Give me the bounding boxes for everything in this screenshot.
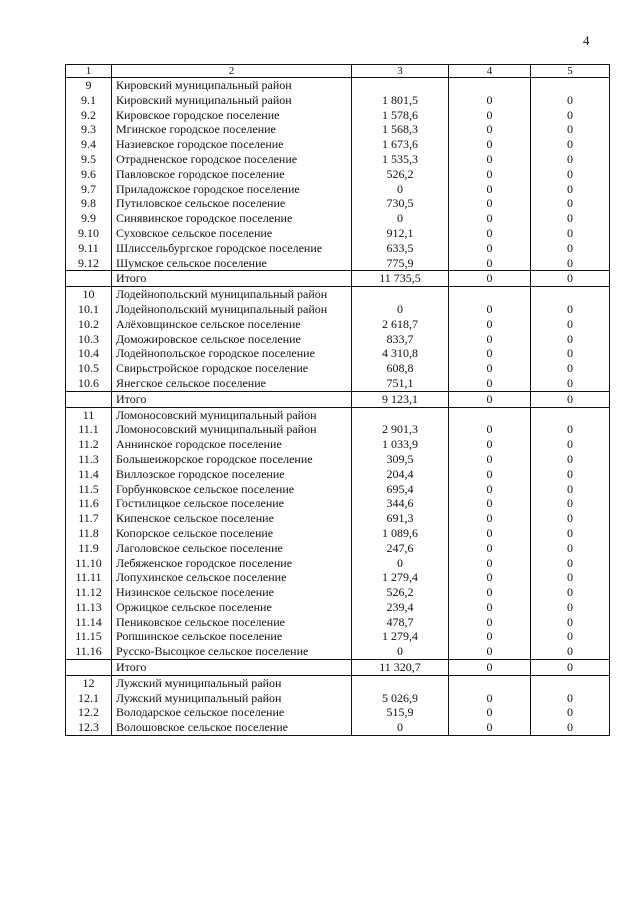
table-row — [66, 256, 610, 271]
row-name: Лаголовское сельское поселение — [112, 541, 352, 556]
row-name: Горбунковское сельское поселение — [112, 482, 352, 497]
row-number: 10.5 — [66, 361, 112, 376]
row-number: 10.3 — [66, 332, 112, 347]
row-number: 9.2 — [66, 108, 112, 123]
value-col4: 0 — [449, 615, 531, 630]
table-row — [66, 482, 610, 497]
table-row — [66, 376, 610, 391]
value-col3: 526,2 — [352, 167, 449, 182]
table-row — [66, 167, 610, 182]
value-col5: 0 — [531, 452, 610, 467]
total-row — [66, 660, 610, 676]
row-name: Аннинское городское поселение — [112, 437, 352, 452]
value-col3: 11 735,5 — [352, 271, 449, 287]
value-col5: 0 — [531, 122, 610, 137]
table-row — [66, 705, 610, 720]
value-col4: 0 — [449, 137, 531, 152]
row-number: 10.2 — [66, 317, 112, 332]
row-number: 12.2 — [66, 705, 112, 720]
value-col4: 0 — [449, 256, 531, 271]
value-col5: 0 — [531, 376, 610, 391]
row-name: Кипенское сельское поселение — [112, 511, 352, 526]
value-col4: 0 — [449, 167, 531, 182]
value-col5: 0 — [531, 615, 610, 630]
value-col3 — [352, 407, 449, 422]
row-name: Павловское городское поселение — [112, 167, 352, 182]
row-number: 11.7 — [66, 511, 112, 526]
value-col5: 0 — [531, 526, 610, 541]
value-col5: 0 — [531, 496, 610, 511]
row-name: Кировский муниципальный район — [112, 93, 352, 108]
value-col5: 0 — [531, 720, 610, 735]
value-col4: 0 — [449, 720, 531, 735]
value-col5 — [531, 675, 610, 690]
value-col5: 0 — [531, 391, 610, 407]
row-name: Оржицкое сельское поселение — [112, 600, 352, 615]
value-col4: 0 — [449, 122, 531, 137]
column-header: 3 — [352, 65, 449, 78]
table-row — [66, 226, 610, 241]
value-col4: 0 — [449, 241, 531, 256]
row-name: Суховское сельское поселение — [112, 226, 352, 241]
row-number: 11.2 — [66, 437, 112, 452]
value-col5: 0 — [531, 302, 610, 317]
value-col4: 0 — [449, 467, 531, 482]
row-number: 10.6 — [66, 376, 112, 391]
value-col4: 0 — [449, 346, 531, 361]
value-col3: 1 279,4 — [352, 629, 449, 644]
value-col5: 0 — [531, 241, 610, 256]
value-col4: 0 — [449, 361, 531, 376]
row-name: Итого — [112, 391, 352, 407]
row-number: 9.9 — [66, 211, 112, 226]
value-col5: 0 — [531, 556, 610, 571]
value-col5: 0 — [531, 226, 610, 241]
value-col5: 0 — [531, 346, 610, 361]
table-row — [66, 629, 610, 644]
table-row — [66, 361, 610, 376]
row-number: 10 — [66, 287, 112, 302]
value-col4: 0 — [449, 211, 531, 226]
value-col5: 0 — [531, 467, 610, 482]
value-col4: 0 — [449, 376, 531, 391]
row-number: 11.16 — [66, 644, 112, 659]
value-col4: 0 — [449, 570, 531, 585]
row-name: Лопухинское сельское поселение — [112, 570, 352, 585]
section-row — [66, 78, 610, 93]
value-col5: 0 — [531, 332, 610, 347]
row-number: 11 — [66, 407, 112, 422]
value-col4: 0 — [449, 271, 531, 287]
table-row — [66, 570, 610, 585]
table-row — [66, 600, 610, 615]
value-col4: 0 — [449, 302, 531, 317]
value-col3: 2 901,3 — [352, 422, 449, 437]
value-col3: 0 — [352, 556, 449, 571]
value-col5: 0 — [531, 660, 610, 676]
table-row — [66, 196, 610, 211]
table-row — [66, 241, 610, 256]
value-col3: 695,4 — [352, 482, 449, 497]
value-col3: 775,9 — [352, 256, 449, 271]
row-name: Лужский муниципальный район — [112, 691, 352, 706]
value-col3: 1 578,6 — [352, 108, 449, 123]
table-row — [66, 346, 610, 361]
row-name: Копорское сельское поселение — [112, 526, 352, 541]
table-row — [66, 137, 610, 152]
row-number: 11.5 — [66, 482, 112, 497]
section-row — [66, 287, 610, 302]
value-col4 — [449, 78, 531, 93]
row-name: Доможировское сельское поселение — [112, 332, 352, 347]
value-col3: 478,7 — [352, 615, 449, 630]
value-col5: 0 — [531, 482, 610, 497]
row-number: 11.3 — [66, 452, 112, 467]
value-col5: 0 — [531, 182, 610, 197]
row-number: 11.4 — [66, 467, 112, 482]
column-header: 1 — [66, 65, 112, 78]
value-col4: 0 — [449, 226, 531, 241]
value-col5 — [531, 78, 610, 93]
row-number: 12 — [66, 675, 112, 690]
value-col5: 0 — [531, 361, 610, 376]
row-name: Кировский муниципальный район — [112, 78, 352, 93]
row-number: 9.3 — [66, 122, 112, 137]
value-col3: 1 673,6 — [352, 137, 449, 152]
table-row — [66, 122, 610, 137]
row-number: 10.1 — [66, 302, 112, 317]
table-row — [66, 556, 610, 571]
row-name: Шумское сельское поселение — [112, 256, 352, 271]
row-number: 9.12 — [66, 256, 112, 271]
row-number: 9.7 — [66, 182, 112, 197]
value-col3: 912,1 — [352, 226, 449, 241]
value-col4: 0 — [449, 691, 531, 706]
value-col4: 0 — [449, 644, 531, 659]
table-row — [66, 332, 610, 347]
row-number: 9.10 — [66, 226, 112, 241]
row-name: Волошовское сельское поселение — [112, 720, 352, 735]
value-col3: 344,6 — [352, 496, 449, 511]
row-name: Алёховщинское сельское поселение — [112, 317, 352, 332]
value-col3: 515,9 — [352, 705, 449, 720]
row-number: 12.3 — [66, 720, 112, 735]
table-row — [66, 108, 610, 123]
value-col3: 691,3 — [352, 511, 449, 526]
row-name: Низинское сельское поселение — [112, 585, 352, 600]
row-number: 9 — [66, 78, 112, 93]
table-row — [66, 541, 610, 556]
value-col5: 0 — [531, 691, 610, 706]
value-col5: 0 — [531, 570, 610, 585]
row-name: Володарское сельское поселение — [112, 705, 352, 720]
row-name: Лодейнопольский муниципальный район — [112, 287, 352, 302]
value-col3: 0 — [352, 182, 449, 197]
row-number: 9.8 — [66, 196, 112, 211]
row-name: Синявинское городское поселение — [112, 211, 352, 226]
value-col3: 0 — [352, 211, 449, 226]
row-name: Назиевское городское поселение — [112, 137, 352, 152]
row-name: Итого — [112, 271, 352, 287]
value-col5: 0 — [531, 271, 610, 287]
budget-table — [65, 64, 610, 736]
row-number: 9.11 — [66, 241, 112, 256]
value-col4: 0 — [449, 541, 531, 556]
row-number: 11.13 — [66, 600, 112, 615]
row-number: 12.1 — [66, 691, 112, 706]
row-number: 11.1 — [66, 422, 112, 437]
row-number: 11.6 — [66, 496, 112, 511]
row-number: 11.14 — [66, 615, 112, 630]
value-col3: 247,6 — [352, 541, 449, 556]
value-col3 — [352, 287, 449, 302]
table-row — [66, 585, 610, 600]
value-col4: 0 — [449, 585, 531, 600]
table-row — [66, 152, 610, 167]
value-col3: 2 618,7 — [352, 317, 449, 332]
value-col4: 0 — [449, 196, 531, 211]
table-row — [66, 644, 610, 659]
value-col5: 0 — [531, 256, 610, 271]
row-name: Гостилицкое сельское поселение — [112, 496, 352, 511]
page-number: 4 — [583, 33, 590, 48]
value-col4: 0 — [449, 182, 531, 197]
value-col4: 0 — [449, 496, 531, 511]
value-col3: 833,7 — [352, 332, 449, 347]
table-row — [66, 615, 610, 630]
value-col4: 0 — [449, 556, 531, 571]
value-col3: 0 — [352, 302, 449, 317]
table-row — [66, 526, 610, 541]
column-header: 5 — [531, 65, 610, 78]
value-col5: 0 — [531, 108, 610, 123]
value-col4: 0 — [449, 482, 531, 497]
value-col4: 0 — [449, 332, 531, 347]
row-name: Ропшинское сельское поселение — [112, 629, 352, 644]
row-number: 11.15 — [66, 629, 112, 644]
table-row — [66, 720, 610, 735]
value-col4 — [449, 287, 531, 302]
value-col3: 204,4 — [352, 467, 449, 482]
row-name: Пениковское сельское поселение — [112, 615, 352, 630]
section-row — [66, 407, 610, 422]
row-number: 9.1 — [66, 93, 112, 108]
value-col3: 9 123,1 — [352, 391, 449, 407]
value-col5: 0 — [531, 437, 610, 452]
row-number: 11.11 — [66, 570, 112, 585]
table-row — [66, 302, 610, 317]
value-col5: 0 — [531, 137, 610, 152]
value-col5: 0 — [531, 705, 610, 720]
table-row — [66, 467, 610, 482]
value-col3: 239,4 — [352, 600, 449, 615]
table-row — [66, 317, 610, 332]
value-col3: 751,1 — [352, 376, 449, 391]
row-name: Лодейнопольский муниципальный район — [112, 302, 352, 317]
value-col5: 0 — [531, 644, 610, 659]
header-row — [66, 65, 610, 78]
table-body — [66, 65, 610, 736]
row-name: Большеижорское городское поселение — [112, 452, 352, 467]
row-name: Лодейнопольское городское поселение — [112, 346, 352, 361]
row-name: Ломоносовский муниципальный район — [112, 407, 352, 422]
value-col3: 5 026,9 — [352, 691, 449, 706]
row-name: Приладожское городское поселение — [112, 182, 352, 197]
value-col5: 0 — [531, 167, 610, 182]
value-col3: 526,2 — [352, 585, 449, 600]
row-name: Свирьстройское городское поселение — [112, 361, 352, 376]
table-row — [66, 211, 610, 226]
row-number — [66, 271, 112, 287]
column-header: 2 — [112, 65, 352, 78]
table-row — [66, 511, 610, 526]
row-name: Янегское сельское поселение — [112, 376, 352, 391]
table-row — [66, 422, 610, 437]
value-col5: 0 — [531, 422, 610, 437]
value-col5: 0 — [531, 541, 610, 556]
value-col4: 0 — [449, 705, 531, 720]
value-col5: 0 — [531, 585, 610, 600]
value-col4: 0 — [449, 108, 531, 123]
value-col4: 0 — [449, 317, 531, 332]
value-col5: 0 — [531, 317, 610, 332]
row-name: Ломоносовский муниципальный район — [112, 422, 352, 437]
row-number — [66, 391, 112, 407]
value-col4: 0 — [449, 660, 531, 676]
row-name: Виллозское городское поселение — [112, 467, 352, 482]
table-row — [66, 452, 610, 467]
value-col3: 608,8 — [352, 361, 449, 376]
value-col4: 0 — [449, 437, 531, 452]
value-col4: 0 — [449, 511, 531, 526]
value-col5: 0 — [531, 629, 610, 644]
value-col5: 0 — [531, 152, 610, 167]
value-col3: 1 568,3 — [352, 122, 449, 137]
value-col3: 1 089,6 — [352, 526, 449, 541]
value-col3: 633,5 — [352, 241, 449, 256]
table-row — [66, 93, 610, 108]
total-row — [66, 271, 610, 287]
table-row — [66, 182, 610, 197]
row-number: 11.9 — [66, 541, 112, 556]
row-number — [66, 660, 112, 676]
value-col4: 0 — [449, 629, 531, 644]
row-number: 9.4 — [66, 137, 112, 152]
value-col4: 0 — [449, 93, 531, 108]
value-col3: 1 279,4 — [352, 570, 449, 585]
value-col3: 0 — [352, 644, 449, 659]
row-number: 11.12 — [66, 585, 112, 600]
value-col5 — [531, 407, 610, 422]
value-col3: 11 320,7 — [352, 660, 449, 676]
value-col3: 0 — [352, 720, 449, 735]
value-col3: 1 801,5 — [352, 93, 449, 108]
value-col4: 0 — [449, 600, 531, 615]
row-name: Кировское городское поселение — [112, 108, 352, 123]
table-row — [66, 691, 610, 706]
row-number: 9.5 — [66, 152, 112, 167]
value-col5: 0 — [531, 211, 610, 226]
value-col3 — [352, 78, 449, 93]
value-col4: 0 — [449, 391, 531, 407]
value-col3: 730,5 — [352, 196, 449, 211]
row-number: 10.4 — [66, 346, 112, 361]
value-col4 — [449, 407, 531, 422]
row-number: 9.6 — [66, 167, 112, 182]
value-col5: 0 — [531, 600, 610, 615]
row-name: Русско-Высоцкое сельское поселение — [112, 644, 352, 659]
value-col3: 1 033,9 — [352, 437, 449, 452]
row-name: Путиловское сельское поселение — [112, 196, 352, 211]
value-col4: 0 — [449, 526, 531, 541]
value-col5 — [531, 287, 610, 302]
value-col3: 309,5 — [352, 452, 449, 467]
row-name: Шлиссельбургское городское поселение — [112, 241, 352, 256]
row-name: Отрадненское городское поселение — [112, 152, 352, 167]
value-col3: 1 535,3 — [352, 152, 449, 167]
row-name: Мгинское городское поселение — [112, 122, 352, 137]
row-number: 11.8 — [66, 526, 112, 541]
value-col4 — [449, 675, 531, 690]
value-col3: 4 310,8 — [352, 346, 449, 361]
row-name: Лебяженское городское поселение — [112, 556, 352, 571]
value-col4: 0 — [449, 152, 531, 167]
value-col4: 0 — [449, 422, 531, 437]
row-name: Итого — [112, 660, 352, 676]
row-name: Лужский муниципальный район — [112, 675, 352, 690]
section-row — [66, 675, 610, 690]
value-col5: 0 — [531, 93, 610, 108]
value-col3 — [352, 675, 449, 690]
column-header: 4 — [449, 65, 531, 78]
total-row — [66, 391, 610, 407]
value-col4: 0 — [449, 452, 531, 467]
value-col5: 0 — [531, 196, 610, 211]
table-row — [66, 437, 610, 452]
value-col5: 0 — [531, 511, 610, 526]
row-number: 11.10 — [66, 556, 112, 571]
table-row — [66, 496, 610, 511]
